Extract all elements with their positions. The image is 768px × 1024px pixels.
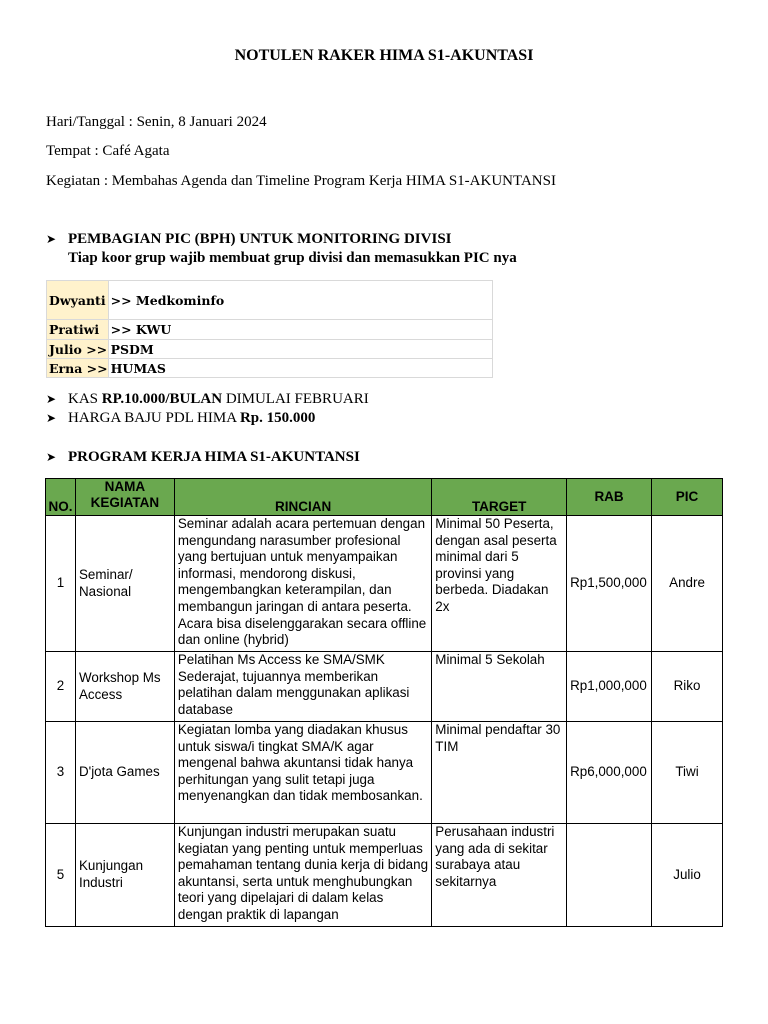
program-section-heading	[46, 449, 360, 466]
row-nama: Kunjungan Industri	[75, 824, 174, 927]
kas-text	[68, 391, 369, 408]
row-rincian: Kunjungan industri merupakan suatu kegiatan yang penting untuk memperluas pemahaman tentang dunia kerja di bidang akuntansi, serta untuk menghubungkan teori yang dipelajari di dalam kelas dengan praktik di lapangan	[174, 824, 431, 927]
header-nama: NAMA KEGIATAN	[75, 479, 174, 516]
arrow-bullet-icon: ➤	[46, 392, 57, 406]
row-pic: Andre	[652, 516, 723, 652]
kas-bullet	[46, 391, 369, 408]
place-line: Tempat : Café Agata	[46, 143, 170, 159]
kas-prefix: KAS	[68, 391, 102, 407]
pic-heading-text: PEMBAGIAN PIC (BPH) UNTUK MONITORING DIVISI	[68, 231, 452, 247]
pic-row	[47, 340, 493, 359]
table-row	[46, 516, 723, 652]
header-rincian: RINCIAN	[174, 479, 431, 516]
pic-name: Pratiwi	[47, 320, 109, 340]
pic-row	[47, 359, 493, 378]
pic-note: Tiap koor grup wajib membuat grup divisi dan memasukkan PIC nya	[68, 250, 517, 266]
pic-division: PSDM	[108, 340, 492, 359]
row-no: 2	[46, 652, 76, 722]
pic-name: Dwyanti	[47, 281, 109, 320]
pic-division: >> KWU	[108, 320, 492, 340]
row-pic: Tiwi	[652, 722, 723, 824]
row-target: Minimal pendaftar 30 TIM	[432, 722, 567, 824]
pic-section-heading	[46, 231, 452, 248]
baju-text	[68, 410, 315, 427]
arrow-bullet-icon: ➤	[46, 450, 57, 464]
row-pic: Riko	[652, 652, 723, 722]
header-pic: PIC	[652, 479, 723, 516]
table-row	[46, 722, 723, 824]
pic-row	[47, 281, 493, 320]
program-heading-text: PROGRAM KERJA HIMA S1-AKUNTANSI	[68, 449, 360, 465]
row-no: 3	[46, 722, 76, 824]
row-rab: Rp1,500,000	[567, 516, 652, 652]
row-rincian: Kegiatan lomba yang diadakan khusus untuk siswa/i tingkat SMA/K agar mengenal bahwa akuntansi tidak hanya perhitungan yang sulit tetapi juga menyenangkan dan tidak membosankan.	[174, 722, 431, 824]
pic-division: >> Medkominfo	[108, 281, 492, 320]
program-table	[45, 478, 723, 927]
row-rincian: Pelatihan Ms Access ke SMA/SMK Sederajat, tujuannya memberikan pelatihan dalam menggunakan aplikasi database	[174, 652, 431, 722]
row-target: Minimal 5 Sekolah	[432, 652, 567, 722]
pic-name: Erna >>	[47, 359, 109, 378]
row-no: 5	[46, 824, 76, 927]
header-no: NO.	[46, 479, 76, 516]
pic-table	[46, 280, 493, 378]
header-target: TARGET	[432, 479, 567, 516]
row-no: 1	[46, 516, 76, 652]
pic-row	[47, 320, 493, 340]
arrow-bullet-icon: ➤	[46, 232, 57, 246]
table-row	[46, 824, 723, 927]
row-target: Perusahaan industri yang ada di sekitar surabaya atau sekitarnya	[432, 824, 567, 927]
row-rab: Rp6,000,000	[567, 722, 652, 824]
row-nama: Seminar/ Nasional	[75, 516, 174, 652]
activity-line: Kegiatan : Membahas Agenda dan Timeline Program Kerja HIMA S1-AKUNTANSI	[46, 173, 556, 189]
row-nama: Workshop Ms Access	[75, 652, 174, 722]
document-title: NOTULEN RAKER HIMA S1-AKUNTASI	[234, 47, 534, 64]
row-rab: Rp1,000,000	[567, 652, 652, 722]
baju-prefix: HARGA BAJU PDL HIMA	[68, 410, 240, 426]
baju-bullet	[46, 410, 315, 427]
arrow-bullet-icon: ➤	[46, 411, 57, 425]
row-nama: D'jota Games	[75, 722, 174, 824]
row-rincian: Seminar adalah acara pertemuan dengan mengundang narasumber profesional yang bertujuan untuk menyampaikan informasi, mendorong diskusi, mengembangkan keterampilan, dan membangun jaringan di antara peserta. Acara bisa diselenggarakan secara offline dan online (hybrid)	[174, 516, 431, 652]
row-target: Minimal 50 Peserta, dengan asal peserta minimal dari 5 provinsi yang berbeda. Diadakan 2x	[432, 516, 567, 652]
baju-price: Rp. 150.000	[239, 410, 316, 426]
program-header-row	[46, 479, 723, 516]
row-rab	[567, 824, 652, 927]
kas-suffix: DIMULAI FEBRUARI	[222, 391, 369, 407]
row-pic: Julio	[652, 824, 723, 927]
table-row	[46, 652, 723, 722]
pic-division: HUMAS	[108, 359, 492, 378]
header-rab: RAB	[567, 479, 652, 516]
pic-name: Julio >>	[47, 340, 109, 359]
kas-amount: RP.10.000/BULAN	[101, 391, 223, 407]
date-line: Hari/Tanggal : Senin, 8 Januari 2024	[46, 114, 267, 130]
